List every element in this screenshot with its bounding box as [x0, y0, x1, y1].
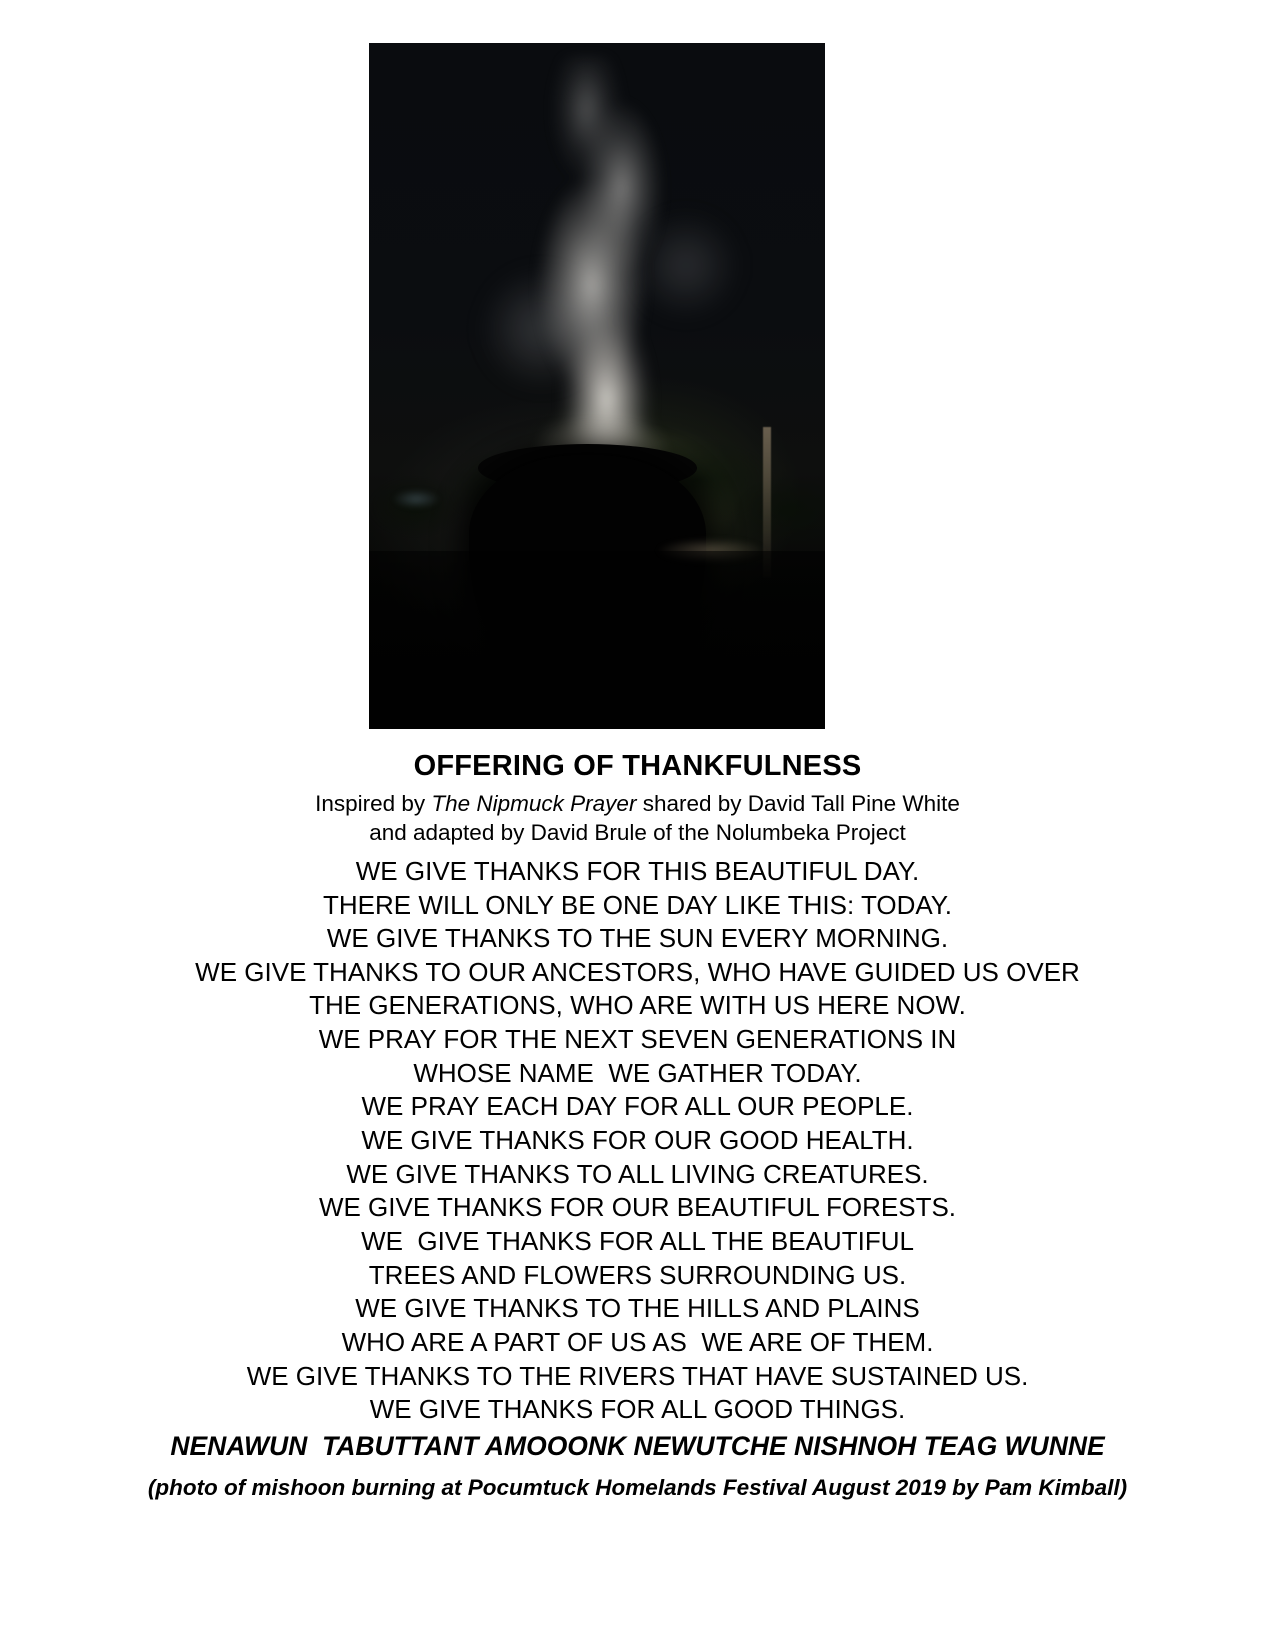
credit-prefix: Inspired by [315, 791, 432, 817]
prayer-line: WE PRAY EACH DAY FOR ALL OUR PEOPLE. [361, 1091, 914, 1122]
prayer-line: WE GIVE THANKS FOR OUR GOOD HEALTH. [361, 1125, 914, 1156]
credit-work-title: The Nipmuck Prayer [431, 791, 637, 817]
inspiration-credit [0, 790, 1275, 819]
photo-figure [369, 43, 825, 729]
photo-credit: (photo of mishoon burning at Pocumtuck Homelands Festival August 2019 by Pam Kimball) [147, 1475, 1128, 1501]
prayer-line: WE GIVE THANKS TO THE HILLS AND PLAINS [355, 1293, 920, 1324]
prayer-line: WHOSE NAME WE GATHER TODAY. [413, 1057, 862, 1088]
adaptation-credit: and adapted by David Brule of the Nolumbeka Project [369, 820, 906, 846]
prayer-line: THE GENERATIONS, WHO ARE WITH US HERE NOW. [309, 990, 966, 1021]
prayer-line: WE GIVE THANKS FOR ALL THE BEAUTIFUL [361, 1226, 914, 1257]
prayer-line: WHO ARE A PART OF US AS WE ARE OF THEM. [341, 1327, 934, 1358]
prayer-line: TREES AND FLOWERS SURROUNDING US. [368, 1259, 907, 1290]
background-light [387, 468, 460, 530]
smoke-plume [478, 57, 724, 496]
prayer-line: WE GIVE THANKS TO ALL LIVING CREATURES. [346, 1158, 929, 1189]
prayer-line: WE PRAY FOR THE NEXT SEVEN GENERATIONS IN [318, 1024, 957, 1055]
credit-suffix: shared by David Tall Pine White [636, 791, 960, 817]
foreground-ground [369, 551, 825, 729]
prayer-line: WE GIVE THANKS FOR THIS BEAUTIFUL DAY. [355, 855, 920, 886]
mishoon-burning-photo [369, 43, 825, 729]
prayer-line: WE GIVE THANKS FOR ALL GOOD THINGS. [369, 1394, 906, 1425]
prayer-line: WE GIVE THANKS TO OUR ANCESTORS, WHO HAVE GUIDED US OVER [195, 956, 1080, 987]
prayer-line: WE GIVE THANKS TO THE SUN EVERY MORNING. [326, 923, 949, 954]
prayer-line: WE GIVE THANKS TO THE RIVERS THAT HAVE SUSTAINED US. [246, 1360, 1029, 1391]
text-content [0, 748, 1275, 1503]
closing-line-nipmuck: NENAWUN TABUTTANT AMOOONK NEWUTCHE NISHNOH TEAG WUNNE [170, 1431, 1105, 1461]
prayer-line: THERE WILL ONLY BE ONE DAY LIKE THIS: TODAY. [322, 889, 953, 920]
page-title: OFFERING OF THANKFULNESS [413, 750, 862, 782]
prayer-line: WE GIVE THANKS FOR OUR BEAUTIFUL FORESTS. [318, 1192, 957, 1223]
prayer-text [0, 855, 1275, 1427]
